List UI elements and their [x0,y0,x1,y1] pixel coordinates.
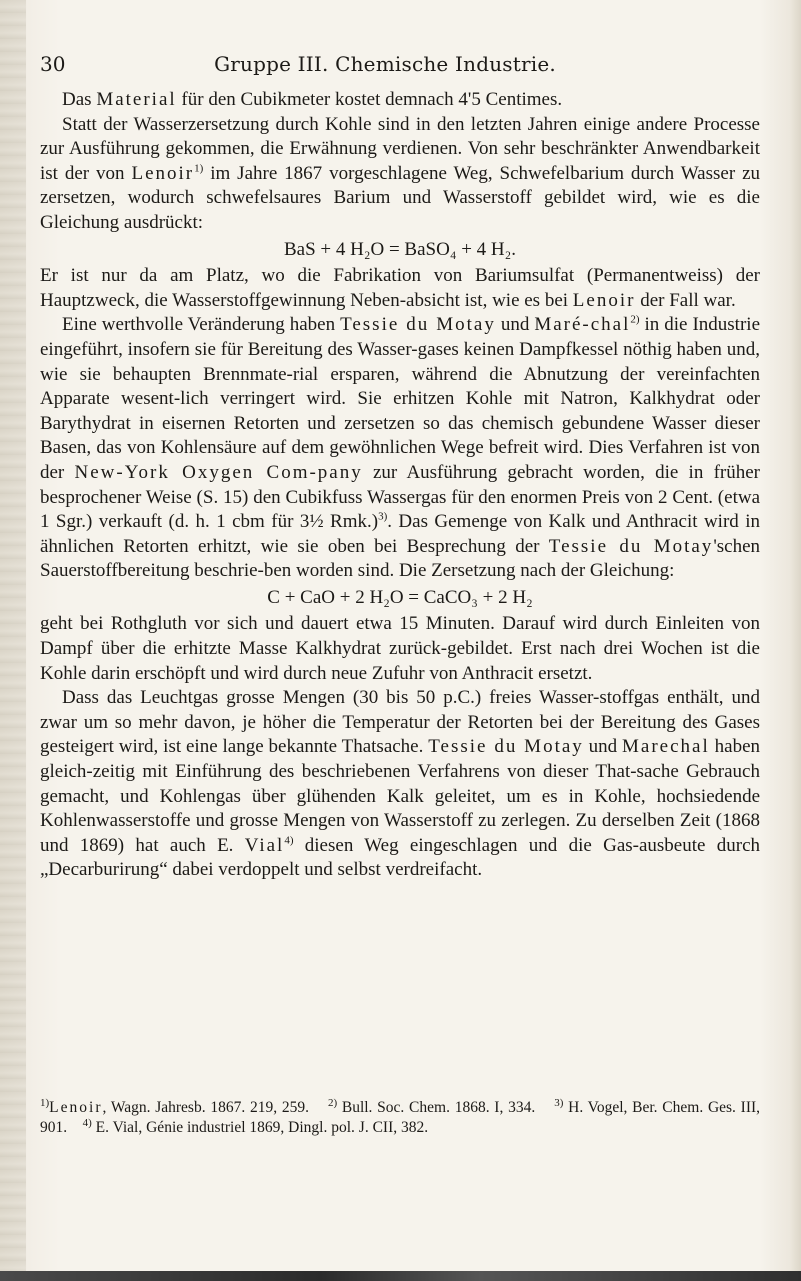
equation-barium: BaS + 4 H₂O = BaSO₄ + 4 H₂. [284,238,516,260]
paragraph-3: Er ist nur da am Platz, wo die Fabrikation von Bariumsulfat (Permanentweiss) der Hauptzweck, die Wasserstoffgewinnung Neben-absicht ist, wie es bei Lenoir der Fall war. [40,265,760,311]
footnotes [40,1098,760,1138]
footnote-1: $^{1)}$Lenoir, Wagn. Jahresb. 1867. 219, 259. [40,1096,309,1116]
author-lenoir: Lenoir [131,162,195,184]
company-name: New-York Oxygen Com-pany [74,461,363,483]
paragraph-6: Dass das Leuchtgas grosse Mengen (30 bis 50 p.C.) freies Wasser-stoffgas enthält, und zwar um so mehr davon, je höher die Temperatur der Retorten bei der Bereitung des Gases gesteigert wird, ist eine lange bekannte Thatsache. Tessie du Motay und Marechal haben gleich-zeitig mit Einführung des beschriebenen Verfahrens von dieser That-sache Gebrauch gemacht, und Kohlengas über glühenden Kalk geleitet, um es in Kohle, hochsiedende Kohlenwasserstoffe und grosse Mengen von Wasserstoff zu zerlegen. Zu derselben Zeit (1868 und 1869) hat auch E. Vial$^{4)}$ diesen Weg eingeschlagen und die Gas-ausbeute durch „Decarburirung“ dabei verdoppelt und selbst verdreifacht. [40,687,761,881]
author-tessie-2: Tessie du Motay [548,535,714,557]
paragraph-5: geht bei Rothgluth vor sich und dauert etwa 15 Minuten. Darauf wird durch Einleiten von Dampf über die erhitzte Masse Kalkhydrat zurück-gebildet. Erst nach drei Wochen ist die Kohle darin erschöpft und wird durch neue Zufuhr von Anthracit ersetzt. [40,613,760,684]
author-marechal: Maré-chal [534,314,631,336]
body-text [40,88,760,883]
page-number: 30 [40,52,66,76]
paragraph-4: Eine werthvolle Veränderung haben Tessie du Motay und Maré-chal$^{2)}$ in die Industrie eingeführt, insofern sie für Bereitung des Wasser-gases keinen Dampfkessel nöthig haben und, wie sie behaupten Brennmate-rial ersparen, während die Abnutzung der vereinfachten Apparate wesent-lich verringert wird. Sie erhitzen Kohle mit Natron, Kalkhydrat oder Barythydrat in eisernen Retorten und zersetzen so das chemisch gebundene Wasser dieser Basen, das von Kohlensäure auf dem gewöhnlichen Wege befreit wird. Dies Verfahren ist von der New-York Oxygen Com-pany zur Ausführung gebracht worden, die in früher besprochener Weise (S. 15) den Cubikfuss Wassergas für den enormen Preis von 2 Cent. (etwa 1 Sgr.) verkauft (d. h. 1 cbm für 3½ Rmk.)$^{3)}$. Das Gemenge von Kalk und Anthracit wird in ähnlichen Retorten erhitzt, wie sie oben bei Besprechung der Tessie du Motay'schen Sauerstoffbereitung beschrie-ben worden sind. Die Zersetzung nach der Gleichung: [40,314,761,582]
paragraph-1: Das Material für den Cubikmeter kostet demnach 4'5 Centimes. [62,89,563,110]
paragraph-2: Statt der Wasserzersetzung durch Kohle sind in den letzten Jahren einige andere Processe zur Ausführung gekommen, die Erwähnung verdienen. Von sehr beschränkter Anwendbarkeit ist der von Lenoir$^{1)}$ im Jahre 1867 vorgeschlagene Weg, Schwefelbarium durch Wasser zu zersetzen, wodurch schwefelsaures Barium und Wasserstoff gebildet wird, wie es die Gleichung ausdrückt: [40,113,760,233]
author-tessie-3: Tessie du Motay [428,736,584,758]
footnote-ref-3: 3) [378,510,388,523]
footnote-ref-1: 1) [194,162,204,175]
author-vial: Vial [244,834,285,856]
footnote-2: $^{2)}$ Bull. Soc. Chem. 1868. I, 334. [327,1096,536,1116]
page-header [40,52,730,82]
footnote-4: $^{4)}$ E. Vial, Génie industriel 1869, Dingl. pol. J. CII, 382. [82,1116,429,1136]
author-marechal-2: Marechal [622,736,710,758]
footnote-ref-4: 4) [284,834,294,847]
author-tessie: Tessie du Motay [340,314,496,336]
equation-calcium: C + CaO + 2 H₂O = CaCO₃ + 2 H₂ [267,586,533,608]
page-binding-edge [0,0,26,1281]
footnote-ref-2: 2) [630,314,640,327]
term-material: Material [96,89,177,110]
footnote-3: $^{3)}$ H. Vogel, Ber. Chem. Ges. III, 901. [40,1096,761,1136]
scanner-bottom-edge [0,1271,801,1281]
running-head: Gruppe III. Chemische Industrie. [214,52,556,76]
author-lenoir-2: Lenoir [572,289,636,311]
